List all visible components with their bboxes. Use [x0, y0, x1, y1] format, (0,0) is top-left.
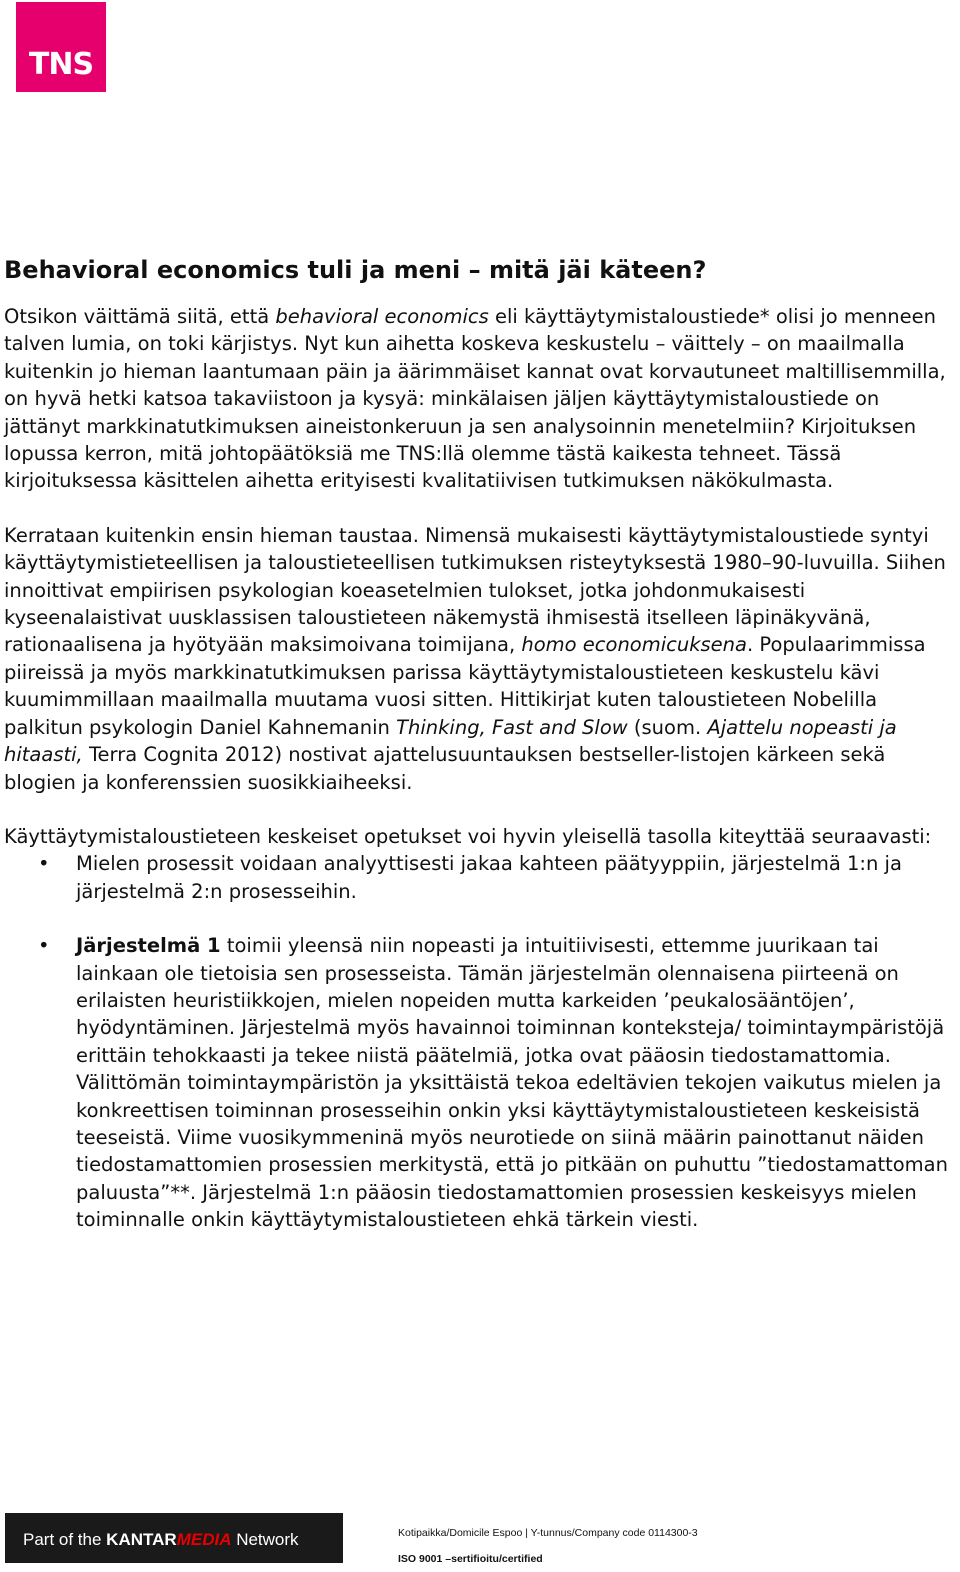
company-address: Kotipaikka/Domicile Espoo | Y-tunnus/Company code 0114300-3 [398, 1527, 698, 1539]
bullet-icon: • [38, 934, 50, 958]
lessons-list [4, 850, 960, 1233]
iso-certification: ISO 9001 –sertifioitu/certified [398, 1553, 543, 1565]
logo-text: TNS [28, 47, 94, 82]
article-title: Behavioral economics tuli ja meni – mitä jäi käteen? [4, 256, 707, 284]
intro-paragraph: Otsikon väittämä siitä, että behavioral economics eli käyttäytymistaloustiede* olisi jo menneen talven lumia, on toki kärjistys. Nyt kun aihetta koskeva keskustelu – väittely – on maailmalla kuitenkin jo hieman laantumaan päin ja äärimmäiset kannat ovat korvautuneet maltillisemmilla, on hyvä hetki katsoa takaviistoon ja kysyä: minkälaisen jäljen käyttäytymistaloustiede on jättänyt markkinatutkimuksen aineistonkeruun ja sen analysoinnin menetelmiin? Kirjoituksen lopussa kerron, mitä johtopäätöksiä me TNS:llä olemme tästä kaikesta tehneet. Tässä kirjoituksessa käsittelen aihetta erityisesti kvalitatiivisen tutkimuksen näkökulmasta. [4, 305, 946, 493]
lessons-intro: Käyttäytymistaloustieteen keskeiset opetukset voi hyvin yleisellä tasolla kiteyttää seuraavasti: [4, 824, 932, 848]
bullet-icon: • [38, 852, 50, 876]
tns-logo [16, 2, 106, 92]
article [4, 255, 960, 1261]
kantar-network-banner: Part of the KANTARMEDIA Network [5, 1513, 343, 1563]
list-item: • Mielen prosessit voidaan analyyttisesti jakaa kahteen päätyyppiin, järjestelmä 1:n ja järjestelmä 2:n prosesseihin. [38, 852, 902, 903]
background-paragraph: Kerrataan kuitenkin ensin hieman taustaa. Nimensä mukaisesti käyttäytymistaloustiede syntyi käyttäytymistieteellisen ja taloustieteellisen tutkimuksen risteytyksestä 1980–90-luvuilla. Siihen innoittivat empiirisen psykologian koeasetelmien tulokset, jotka johdonmukaisesti kyseenalaistivat uusklassisen taloustieteen näkemystä ihmisestä itselleen läpinäkyvänä, rationaalisena ja hyötyään maksimoivana toimijana, homo economicuksena. Populaarimmissa piireissä ja myös markkinatutkimuksen parissa käyttäytymistaloustieteen keskustelu kävi kuumimmillaan maailmalla muutama vuosi sitten. Hittikirjat kuten taloustieteen Nobelilla palkitun psykologin Daniel Kahnemanin Thinking, Fast and Slow (suom. Ajattelu nopeasti ja hitaasti, Terra Cognita 2012) nostivat ajattelusuuntauksen bestseller-listojen kärkeen sekä blogien ja konferenssien suosikkiaiheeksi. [4, 523, 946, 794]
list-item: • Järjestelmä 1 toimii yleensä niin nopeasti ja intuitiivisesti, ettemme juurikaan tai lainkaan ole tietoisia sen prosesseista. Tämän järjestelmän olennaisena piirteenä on erilaisten heuristiikkojen, mielen nopeiden mutta karkeiden ’peukalosääntöjen’, hyödyntäminen. Järjestelmä myös havainnoi toiminnan konteksteja/ toimintaympäristöjä erittäin tehokkaasti ja tekee niistä päätelmiä, jotka ovat pääosin tiedostamattomia. Välittömän toimintaympäristön ja yksittäistä tekoa edeltävien tekojen vaikutus mielen ja konkreettisen toiminnan prosesseihin onkin yksi käyttäytymistaloustieteen keskeisistä teeseistä. Viime vuosikymmeninä myös neurotiede on siinä määrin painottanut näiden tiedostamattomien prosessien merkitystä, että jo pitkään on puhuttu ”tiedostamattoman paluusta”**. Järjestelmä 1:n pääosin tiedostamattomien prosessien keskeisyys mielen toiminnalle onkin käyttäytymistaloustieteen ehkä tärkein viesti. [38, 934, 948, 1232]
company-info [398, 1520, 698, 1572]
